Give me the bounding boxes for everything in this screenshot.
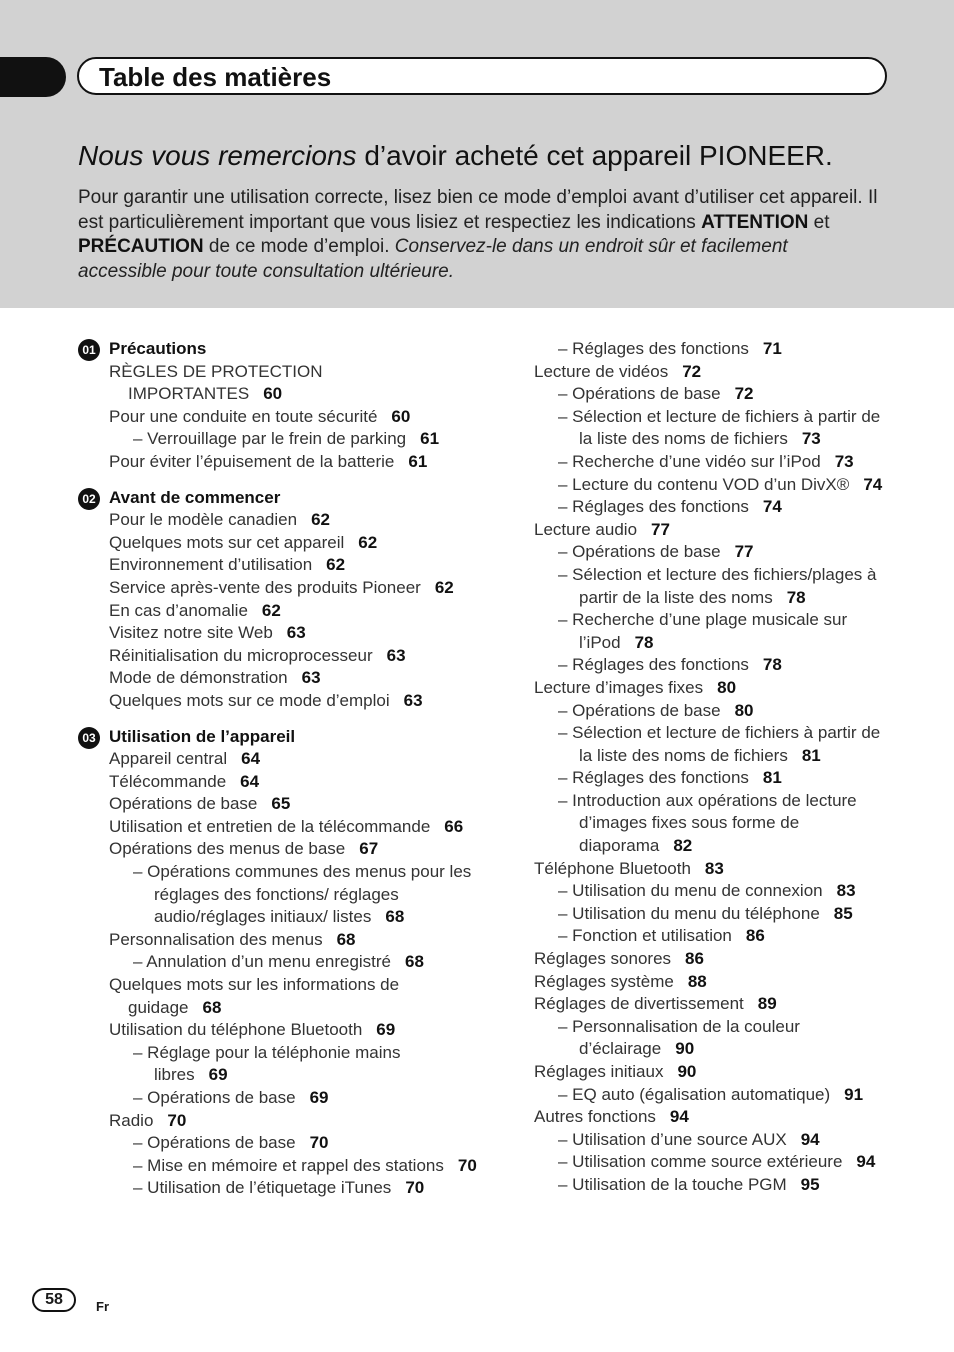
- toc-entry-text: – Réglages des fonctions: [558, 768, 749, 788]
- toc-entry-page: 63: [403, 690, 423, 710]
- toc-entry-text: Service après-vente des produits Pioneer: [109, 577, 421, 597]
- toc-section: [78, 726, 478, 1200]
- toc-entry-page: 91: [844, 1084, 864, 1104]
- toc-entry-page: 80: [734, 700, 754, 720]
- toc-entry[interactable]: [78, 667, 478, 690]
- intro-bold-attention: ATTENTION: [701, 211, 809, 233]
- toc-entry-text: – Réglages des fonctions: [558, 339, 749, 358]
- headline-rest: d’avoir acheté cet appareil PIONEER.: [356, 140, 833, 171]
- toc-entry-text: Réglages de divertissement: [534, 994, 744, 1014]
- toc-entry-text: Personnalisation des menus: [109, 929, 323, 949]
- toc-entry-page: 77: [651, 519, 670, 539]
- toc-entry-page: 62: [434, 577, 454, 597]
- toc-entry-page: 69: [208, 1065, 228, 1085]
- toc-entry-text: – Utilisation de la touche PGM: [558, 1174, 787, 1194]
- toc-entry[interactable]: [78, 974, 478, 1019]
- toc-entry-page: 70: [309, 1133, 329, 1153]
- toc-entry-text: Utilisation et entretien de la télécommande: [109, 816, 431, 836]
- page-number: 58: [45, 1291, 63, 1308]
- toc-entry[interactable]: [534, 541, 894, 564]
- toc-entry-page: 81: [801, 745, 821, 765]
- toc-entry-text: Pour une conduite en toute sécurité: [109, 406, 378, 426]
- toc-entry[interactable]: [78, 1155, 478, 1178]
- toc-entry-text: – Utilisation du menu du téléphone: [558, 903, 820, 923]
- toc-entry-text: – Fonction et utilisation: [558, 926, 732, 946]
- toc-entry-page: 72: [682, 361, 702, 381]
- toc-entry-page: 68: [336, 929, 356, 949]
- toc-entry-page: 81: [762, 768, 782, 788]
- toc-entry-page: 68: [202, 997, 222, 1017]
- toc-entry-text: – Opérations communes des menus pour les réglages des fonctions/ réglages audio/réglages initiaux/ listes: [133, 862, 472, 927]
- toc-entry[interactable]: [534, 880, 894, 903]
- headline: [78, 140, 898, 172]
- toc-entry-text: – Réglage pour la téléphonie mains libres: [133, 1042, 401, 1085]
- toc-entry[interactable]: [534, 609, 894, 654]
- toc-entry-text: – Introduction aux opérations de lecture d’images fixes sous forme de diaporama: [558, 790, 857, 856]
- toc-entry[interactable]: [534, 1016, 894, 1061]
- toc-entry[interactable]: [78, 1019, 478, 1042]
- section-heading[interactable]: [78, 487, 478, 510]
- toc-entry-page: 77: [734, 542, 754, 562]
- toc-entry[interactable]: [78, 554, 478, 577]
- toc-entry[interactable]: [78, 600, 478, 623]
- toc-entry[interactable]: [78, 532, 478, 555]
- toc-entry-page: 70: [457, 1155, 477, 1175]
- toc-entry-text: Appareil central: [109, 749, 228, 769]
- toc-entry-page: 78: [786, 587, 806, 607]
- section-heading[interactable]: [78, 338, 478, 361]
- toc-entry-text: – Sélection et lecture des fichiers/plages à partir de la liste des noms: [558, 564, 877, 607]
- toc-entry-text: – Mise en mémoire et rappel des stations: [133, 1155, 444, 1175]
- toc-entry-page: 72: [734, 384, 754, 404]
- toc-entry-page: 88: [687, 971, 707, 991]
- toc-entry-text: Radio: [109, 1110, 154, 1130]
- toc-entry[interactable]: [78, 929, 478, 952]
- headline-italic: Nous vous remercions: [78, 140, 357, 171]
- toc-entry[interactable]: [534, 925, 894, 948]
- intro-text-1: Pour garantir une utilisation correcte, lisez bien ce mode d’emploi avant d’utiliser cet appareil. Il est particulièrement important que vous lisiez et respectiez les indications: [78, 187, 878, 233]
- section-heading[interactable]: [78, 726, 478, 749]
- toc-entry-page: 80: [717, 677, 737, 697]
- intro-text-2: et: [808, 211, 830, 233]
- toc-entry-text: – Opérations de base: [133, 1133, 296, 1153]
- toc-entry[interactable]: [534, 496, 894, 519]
- toc-entry-text: – Verrouillage par le frein de parking: [133, 429, 407, 449]
- toc-entry-text: – EQ auto (égalisation automatique): [558, 1084, 831, 1104]
- toc-entry-page: 67: [359, 839, 379, 859]
- toc-entry-page: 86: [745, 926, 765, 946]
- toc-entry-page: 82: [673, 836, 693, 856]
- toc-entry[interactable]: [78, 690, 478, 713]
- toc-entry-text: – Opérations de base: [133, 1088, 296, 1107]
- toc-entry-text: Autres fonctions: [534, 1107, 656, 1127]
- toc-entry[interactable]: [534, 903, 894, 926]
- toc-entry-text: Quelques mots sur cet appareil: [109, 532, 345, 552]
- toc-entry-page: 65: [271, 794, 291, 814]
- toc-entry-text: – Utilisation d’une source AUX: [558, 1129, 787, 1149]
- toc-entry-text: Réglages initiaux: [534, 1062, 664, 1081]
- toc-entry-text: En cas d’anomalie: [109, 600, 248, 620]
- toc-section: [78, 487, 478, 713]
- toc-entry-text: Pour éviter l’épuisement de la batterie: [109, 451, 395, 471]
- toc-entry-text: Quelques mots sur ce mode d’emploi: [109, 690, 390, 710]
- toc-entry-text: Visitez notre site Web: [109, 623, 273, 643]
- toc-entry-page: 62: [358, 532, 378, 552]
- toc-entry-page: 68: [405, 952, 424, 972]
- toc-entry[interactable]: [78, 645, 478, 668]
- toc-entry[interactable]: [78, 793, 478, 816]
- toc-entry-text: – Sélection et lecture de fichiers à partir de la liste des noms de fichiers: [558, 723, 881, 765]
- section-title: Utilisation de l’appareil: [109, 726, 296, 746]
- toc-entry[interactable]: [78, 951, 478, 974]
- section-gap: [78, 474, 478, 487]
- toc-entry-text: – Utilisation de l’étiquetage iTunes: [133, 1178, 392, 1198]
- toc-entry-page: 86: [685, 949, 704, 969]
- toc-left-column: [78, 338, 478, 1200]
- toc-entry-page: 74: [863, 474, 883, 494]
- toc-entry[interactable]: [534, 451, 894, 474]
- toc-entry[interactable]: [534, 971, 894, 994]
- intro-bold-precaution: PRÉCAUTION: [78, 236, 204, 257]
- toc-entry-text: – Utilisation comme source extérieure: [558, 1152, 843, 1172]
- toc-entry-text: Opérations de base: [109, 794, 258, 814]
- toc-entry-page: 61: [420, 429, 440, 449]
- toc-entry-page: 60: [263, 384, 283, 404]
- toc-entry-text: – Utilisation du menu de connexion: [558, 881, 823, 901]
- toc-entry[interactable]: [534, 993, 894, 1016]
- toc-entry-page: 63: [286, 623, 306, 643]
- toc-entry-page: 94: [856, 1152, 876, 1172]
- toc-entry-text: Lecture de vidéos: [534, 361, 669, 381]
- toc-entry[interactable]: [534, 474, 894, 497]
- toc-entry[interactable]: [78, 1087, 478, 1110]
- section-title: Avant de commencer: [109, 487, 281, 507]
- toc-entry[interactable]: [78, 509, 478, 532]
- toc-entry[interactable]: [78, 838, 478, 861]
- toc-entry-page: 62: [326, 555, 346, 575]
- toc-entry[interactable]: [78, 406, 478, 429]
- toc-entry-page: 62: [261, 600, 281, 620]
- toc-entry[interactable]: [534, 406, 894, 451]
- page-number-badge: [32, 1288, 76, 1312]
- toc-entry-text: Opérations des menus de base: [109, 839, 346, 859]
- toc-entry-page: 61: [408, 451, 428, 471]
- toc-entry-page: 94: [669, 1107, 689, 1127]
- section-number-badge: 02: [78, 488, 100, 510]
- section-tab-marker: [0, 57, 66, 97]
- title-pill: [77, 57, 887, 95]
- toc-entry-page: 73: [801, 429, 821, 449]
- toc-entry-text: – Recherche d’une plage musicale sur l’iPod: [558, 610, 848, 652]
- toc-entry-page: 64: [240, 771, 260, 791]
- toc-entry[interactable]: [534, 790, 894, 858]
- toc-entry[interactable]: [534, 519, 894, 542]
- toc-entry-text: Quelques mots sur les informations de guidage: [109, 975, 400, 1017]
- toc-entry[interactable]: [534, 564, 894, 609]
- toc-entry[interactable]: [534, 383, 894, 406]
- toc-entry-text: – Opérations de base: [558, 384, 721, 404]
- toc-entry-text: – Personnalisation de la couleur d’éclairage: [558, 1016, 800, 1059]
- toc-entry-page: 68: [385, 907, 405, 927]
- language-code: Fr: [96, 1299, 109, 1314]
- toc-entry[interactable]: [534, 1061, 894, 1084]
- section-number-badge: 01: [78, 339, 100, 361]
- toc-entry[interactable]: [78, 577, 478, 600]
- toc-entry[interactable]: [78, 1177, 478, 1200]
- toc-entry[interactable]: [78, 361, 478, 406]
- toc-entry-text: Réinitialisation du microprocesseur: [109, 645, 373, 665]
- toc-entry-page: 64: [241, 749, 261, 769]
- intro-paragraph: [78, 186, 878, 284]
- toc-entry-page: 90: [677, 1062, 697, 1081]
- toc-entry-page: 74: [762, 497, 782, 517]
- toc-entry[interactable]: [78, 1042, 478, 1087]
- toc-entry-text: – Opérations de base: [558, 700, 721, 720]
- toc-entry-text: Réglages sonores: [534, 949, 672, 969]
- section-number-badge: 03: [78, 727, 100, 749]
- toc-entry-page: 60: [391, 406, 411, 426]
- toc-entry[interactable]: [534, 948, 894, 971]
- toc-entry-text: Utilisation du téléphone Bluetooth: [109, 1020, 363, 1040]
- toc-entry-text: Environnement d’utilisation: [109, 555, 313, 575]
- toc-entry[interactable]: [78, 1132, 478, 1155]
- toc-entry-page: 63: [301, 668, 321, 688]
- toc-entry-text: – Opérations de base: [558, 542, 721, 562]
- toc-entry-page: 85: [833, 903, 853, 923]
- toc-entry[interactable]: [534, 1174, 894, 1197]
- toc-entry[interactable]: [78, 816, 478, 839]
- section-title: Précautions: [109, 339, 207, 358]
- toc-entry[interactable]: [78, 622, 478, 645]
- toc-entry-page: 78: [634, 632, 654, 652]
- toc-entry-text: Lecture d’images fixes: [534, 677, 704, 697]
- toc-entry-page: 89: [757, 994, 777, 1014]
- toc-entry-text: – Réglages des fonctions: [558, 655, 749, 675]
- toc-entry-page: 70: [405, 1178, 425, 1198]
- toc-entry[interactable]: [534, 1106, 894, 1129]
- toc-entry-text: – Annulation d’un menu enregistré: [133, 952, 392, 972]
- toc-entry[interactable]: [534, 700, 894, 723]
- toc-entry-page: 94: [800, 1129, 820, 1149]
- toc-entry[interactable]: [534, 767, 894, 790]
- toc-entry[interactable]: [534, 654, 894, 677]
- toc-entry-text: – Réglages des fonctions: [558, 497, 749, 517]
- toc-entry-text: – Sélection et lecture de fichiers à partir de la liste des noms de fichiers: [558, 406, 881, 449]
- toc-entry[interactable]: [78, 1110, 478, 1133]
- toc-entry[interactable]: [534, 1151, 894, 1174]
- toc-entry[interactable]: [534, 677, 894, 700]
- toc-entry-page: 83: [836, 881, 856, 901]
- toc-entry-text: Télécommande: [109, 771, 227, 791]
- toc-entry[interactable]: [78, 451, 478, 474]
- toc-entry-page: 62: [311, 510, 330, 530]
- toc-entry-page: 66: [444, 816, 464, 836]
- toc-entry-page: 78: [762, 655, 782, 675]
- section-gap: [78, 713, 478, 726]
- toc-entry-page: 69: [376, 1020, 396, 1040]
- toc-entry[interactable]: [534, 361, 894, 384]
- toc-entry-page: 90: [675, 1039, 695, 1059]
- toc-entry-page: 95: [800, 1174, 820, 1194]
- toc-entry[interactable]: [534, 1129, 894, 1152]
- toc-entry[interactable]: [78, 771, 478, 794]
- toc-entry-text: Pour le modèle canadien: [109, 510, 298, 530]
- toc-entry-text: Mode de démonstration: [109, 668, 288, 688]
- toc-entry-text: Réglages système: [534, 971, 674, 991]
- toc-entry[interactable]: [78, 748, 478, 771]
- toc-entry-page: 73: [834, 451, 854, 471]
- toc-entry[interactable]: [534, 858, 894, 881]
- toc-entry[interactable]: [78, 861, 478, 929]
- toc-entry-page: 69: [309, 1088, 329, 1107]
- toc-entry[interactable]: [534, 338, 894, 361]
- toc-right-column: [534, 338, 894, 1197]
- toc-entry-page: 70: [167, 1110, 187, 1130]
- toc-entry-page: 71: [762, 339, 782, 358]
- toc-entry-text: RÈGLES DE PROTECTION IMPORTANTES: [109, 361, 323, 404]
- toc-entry-page: 63: [386, 645, 406, 665]
- toc-entry[interactable]: [78, 428, 478, 451]
- toc-entry[interactable]: [534, 722, 894, 767]
- toc-entry-page: 83: [704, 858, 724, 878]
- toc-entry[interactable]: [534, 1084, 894, 1107]
- page-title: Table des matières: [99, 62, 332, 92]
- toc-section: [78, 338, 478, 474]
- toc-entry-text: Téléphone Bluetooth: [534, 858, 691, 878]
- intro-text-3: de ce mode d’emploi.: [203, 236, 395, 257]
- intro-italic: Conservez-le dans un endroit sûr et facilement accessible pour toute consultation ultérieure.: [78, 236, 788, 282]
- toc-entry-text: Lecture audio: [534, 519, 638, 539]
- toc-entry-text: – Lecture du contenu VOD d’un DivX®: [558, 474, 850, 494]
- toc-entry-text: – Recherche d’une vidéo sur l’iPod: [558, 451, 821, 471]
